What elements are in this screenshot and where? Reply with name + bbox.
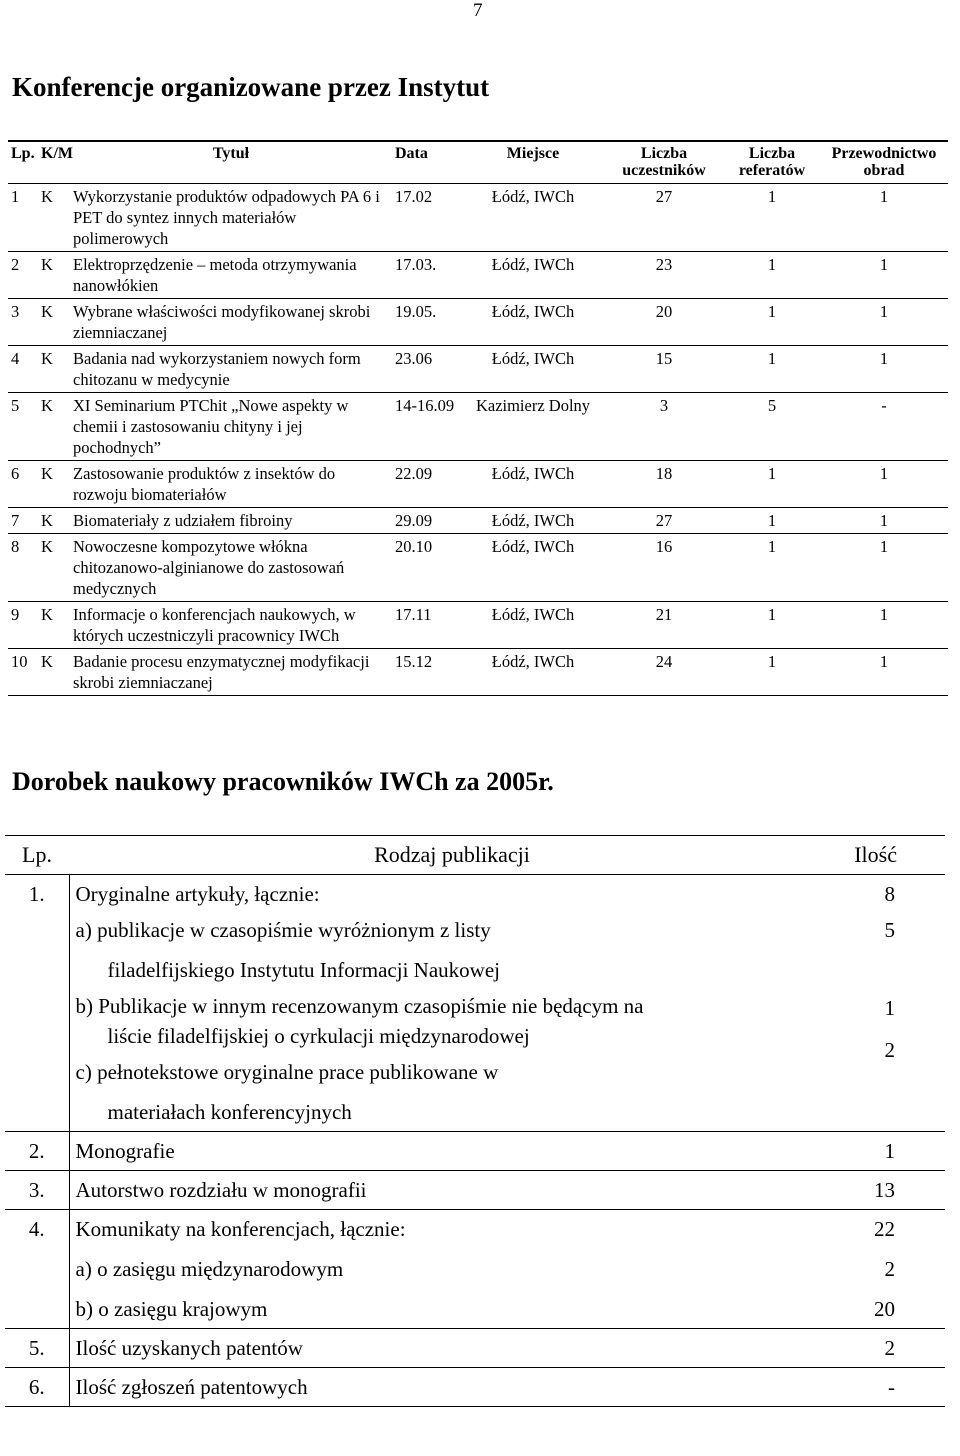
- header-miejsce: Miejsce: [506, 145, 560, 162]
- row-title: Informacje o konferencjach naukowych, w których uczestniczyli pracownicy IWCh: [73, 605, 356, 645]
- pub-amount: 1: [884, 1139, 895, 1163]
- row-chair: 1: [879, 605, 889, 624]
- page-number: 7: [473, 0, 483, 21]
- pub-label-cell: [69, 1210, 835, 1329]
- pub-lp: 4.: [5, 1210, 69, 1329]
- row-participants: 27: [655, 187, 673, 206]
- pub-sub-text: Publikacje w innym recenzowanym czasopiśmie nie będącym na: [98, 994, 644, 1018]
- row-km: K: [41, 187, 53, 206]
- pub-sub-prefix: a): [75, 918, 92, 942]
- row-chair: 1: [879, 537, 889, 556]
- pub-amount: 8: [884, 882, 895, 906]
- pub-label: Ilość zgłoszeń patentowych: [75, 1375, 308, 1399]
- pub-sub-amount: 5: [884, 918, 895, 942]
- row-title: XI Seminarium PTChit „Nowe aspekty w chemii i zastosowaniu chityny i jej pochodnych”: [73, 396, 349, 457]
- row-date: 15.12: [395, 652, 433, 671]
- pub-label: Ilość uzyskanych patentów: [75, 1336, 303, 1360]
- publications-header-row: [5, 836, 945, 875]
- publication-row: [5, 1210, 945, 1329]
- row-km: K: [41, 396, 53, 415]
- pub-sub-item: [76, 1057, 830, 1127]
- pub-sub-text: a) o zasięgu międzynarodowym: [75, 1257, 344, 1281]
- pub-amount: 13: [874, 1178, 895, 1202]
- row-place: Łódź, IWCh: [491, 652, 575, 671]
- pub-header-lp: Lp.: [22, 842, 52, 867]
- pub-sub-first-line: [76, 915, 830, 945]
- conferences-header-row: [8, 141, 948, 184]
- pub-sub-amount: 2: [884, 1038, 895, 1062]
- conference-row: [8, 299, 948, 346]
- row-papers: 1: [767, 605, 777, 624]
- pub-label-cell: [69, 875, 835, 1132]
- pub-amount-cell: [835, 1329, 945, 1368]
- conference-row: [8, 461, 948, 508]
- row-participants: 3: [659, 396, 669, 415]
- row-km: K: [41, 511, 53, 530]
- pub-sub-text: liście filadelfijskiej o cyrkulacji międzynarodowej: [107, 1024, 530, 1048]
- pub-label-cell: [69, 1368, 835, 1407]
- row-chair: -: [881, 396, 887, 415]
- publications-table: [5, 835, 945, 1407]
- row-date: 17.11: [395, 605, 432, 624]
- row-date: 14-16.09: [395, 396, 455, 415]
- row-participants: 16: [655, 537, 673, 556]
- row-lp: 5: [11, 396, 20, 415]
- row-lp: 4: [11, 349, 20, 368]
- pub-sub-prefix: b): [75, 994, 93, 1018]
- row-title: Wykorzystanie produktów odpadowych PA 6 i PET do syntez innych materiałów polimerowych: [73, 187, 380, 248]
- row-date: 29.09: [395, 511, 433, 530]
- row-date: 17.03.: [395, 255, 437, 274]
- row-lp: 7: [11, 511, 20, 530]
- row-papers: 1: [767, 302, 777, 321]
- publication-row: [5, 1329, 945, 1368]
- row-place: Łódź, IWCh: [491, 349, 575, 368]
- row-papers: 1: [767, 464, 777, 483]
- row-km: K: [41, 652, 53, 671]
- row-participants: 21: [655, 605, 673, 624]
- row-place: Łódź, IWCh: [491, 302, 575, 321]
- conference-row: [8, 346, 948, 393]
- row-papers: 1: [767, 255, 777, 274]
- row-participants: 24: [655, 652, 673, 671]
- row-date: 23.06: [395, 349, 433, 368]
- conference-row: [8, 252, 948, 299]
- row-chair: 1: [879, 302, 889, 321]
- row-papers: 1: [767, 349, 777, 368]
- pub-sub-item: [76, 915, 830, 985]
- row-chair: 1: [879, 187, 889, 206]
- row-participants: 27: [655, 511, 673, 530]
- row-lp: 10: [11, 652, 28, 671]
- row-papers: 1: [767, 187, 777, 206]
- row-lp: 3: [11, 302, 20, 321]
- row-place: Łódź, IWCh: [491, 187, 575, 206]
- row-lp: 8: [11, 537, 20, 556]
- row-place: Kazimierz Dolny: [475, 396, 591, 415]
- header-liczba-referatow: Liczba referatów: [738, 145, 806, 179]
- row-title: Wybrane właściwości modyfikowanej skrobi ziemniaczanej: [73, 302, 371, 342]
- row-chair: 1: [879, 511, 889, 530]
- header-tytul: Tytuł: [212, 145, 250, 162]
- row-place: Łódź, IWCh: [491, 464, 575, 483]
- row-title: Nowoczesne kompozytowe włókna chitozanowo-alginianowe do zastosowań medycznych: [73, 537, 345, 598]
- pub-lp: 3.: [5, 1171, 69, 1210]
- pub-sub-amount: 20: [874, 1297, 895, 1321]
- pub-header-amount: Ilość: [854, 842, 897, 867]
- pub-lp: 2.: [5, 1132, 69, 1171]
- row-date: 19.05.: [395, 302, 437, 321]
- pub-sub-amount: 2: [884, 1257, 895, 1281]
- row-papers: 1: [767, 511, 777, 530]
- header-data: Data: [395, 145, 428, 162]
- pub-label: Monografie: [75, 1139, 175, 1163]
- pub-label-cell: [69, 1329, 835, 1368]
- conference-row: [8, 602, 948, 649]
- pub-label: Oryginalne artykuły, łącznie:: [75, 882, 320, 906]
- row-date: 22.09: [395, 464, 433, 483]
- pub-label-cell: [69, 1171, 835, 1210]
- row-date: 17.02: [395, 187, 433, 206]
- row-participants: 15: [655, 349, 673, 368]
- row-km: K: [41, 255, 53, 274]
- header-km: K/M: [41, 145, 73, 162]
- header-przewodnictwo: Przewodnictwo obrad: [831, 145, 937, 179]
- pub-label: Komunikaty na konferencjach, łącznie:: [75, 1217, 406, 1241]
- row-participants: 20: [655, 302, 673, 321]
- row-place: Łódź, IWCh: [491, 605, 575, 624]
- row-papers: 1: [767, 537, 777, 556]
- row-chair: 1: [879, 652, 889, 671]
- pub-sub-text: publikacje w czasopiśmie wyróżnionym z listy: [97, 918, 491, 942]
- conference-row: [8, 393, 948, 461]
- row-lp: 9: [11, 605, 20, 624]
- row-lp: 2: [11, 255, 20, 274]
- header-liczba-uczestnikow: Liczba uczestników: [622, 145, 706, 179]
- pub-label: Autorstwo rozdziału w monografii: [75, 1178, 367, 1202]
- conference-row: [8, 184, 948, 252]
- pub-label-cell: [69, 1132, 835, 1171]
- row-date: 20.10: [395, 537, 433, 556]
- pub-amount: 22: [874, 1217, 895, 1241]
- pub-amount-cell: [835, 1171, 945, 1210]
- conferences-title: Konferencje organizowane przez Instytut: [12, 72, 490, 102]
- pub-lp: 5.: [5, 1329, 69, 1368]
- row-participants: 23: [655, 255, 673, 274]
- pub-amount: -: [888, 1375, 895, 1399]
- conference-row: [8, 534, 948, 602]
- row-participants: 18: [655, 464, 673, 483]
- row-title: Badania nad wykorzystaniem nowych form chitozanu w medycynie: [73, 349, 361, 389]
- pub-amount-cell: [835, 1210, 945, 1329]
- row-papers: 1: [767, 652, 777, 671]
- pub-sub-text: b) o zasięgu krajowym: [75, 1297, 268, 1321]
- row-chair: 1: [879, 464, 889, 483]
- pub-lp: 6.: [5, 1368, 69, 1407]
- pub-amount-cell: [835, 875, 945, 1132]
- row-km: K: [41, 349, 53, 368]
- pub-sub-amount: 1: [884, 996, 895, 1020]
- conferences-table: [8, 140, 948, 696]
- pub-lp: 1.: [5, 875, 69, 1132]
- pub-sub-text: pełnotekstowe oryginalne prace publikowane w: [97, 1060, 499, 1084]
- row-km: K: [41, 302, 53, 321]
- row-place: Łódź, IWCh: [491, 511, 575, 530]
- row-place: Łódź, IWCh: [491, 537, 575, 556]
- header-lp: Lp.: [11, 145, 35, 162]
- row-km: K: [41, 605, 53, 624]
- conference-row: [8, 649, 948, 696]
- row-lp: 1: [11, 187, 20, 206]
- row-place: Łódź, IWCh: [491, 255, 575, 274]
- row-km: K: [41, 537, 53, 556]
- publication-row: [5, 875, 945, 1132]
- pub-amount-cell: [835, 1132, 945, 1171]
- row-lp: 6: [11, 464, 20, 483]
- row-papers: 5: [767, 396, 777, 415]
- pub-amount-cell: [835, 1368, 945, 1407]
- pub-header-type: Rodzaj publikacji: [374, 842, 530, 867]
- row-chair: 1: [879, 349, 889, 368]
- row-title: Badanie procesu enzymatycznej modyfikacji skrobi ziemniaczanej: [73, 652, 370, 692]
- pub-sub-first-line: [76, 991, 830, 1021]
- pub-sub-prefix: c): [75, 1060, 92, 1084]
- publication-row: [5, 1368, 945, 1407]
- pub-sub-item: [76, 991, 830, 1051]
- row-title: Elektroprzędzenie – metoda otrzymywania nanowłókien: [73, 255, 357, 295]
- row-chair: 1: [879, 255, 889, 274]
- publication-row: [5, 1132, 945, 1171]
- conference-row: [8, 508, 948, 534]
- row-title: Zastosowanie produktów z insektów do rozwoju biomateriałów: [73, 464, 336, 504]
- row-km: K: [41, 464, 53, 483]
- pub-sub-first-line: [76, 1057, 830, 1087]
- row-title: Biomateriały z udziałem fibroiny: [73, 511, 293, 530]
- pub-sub-text: filadelfijskiego Instytutu Informacji Naukowej: [107, 958, 500, 982]
- publications-title: Dorobek naukowy pracowników IWCh za 2005r.: [12, 767, 554, 796]
- pub-sub-text: materiałach konferencyjnych: [107, 1100, 352, 1124]
- publication-row: [5, 1171, 945, 1210]
- pub-amount: 2: [884, 1336, 895, 1360]
